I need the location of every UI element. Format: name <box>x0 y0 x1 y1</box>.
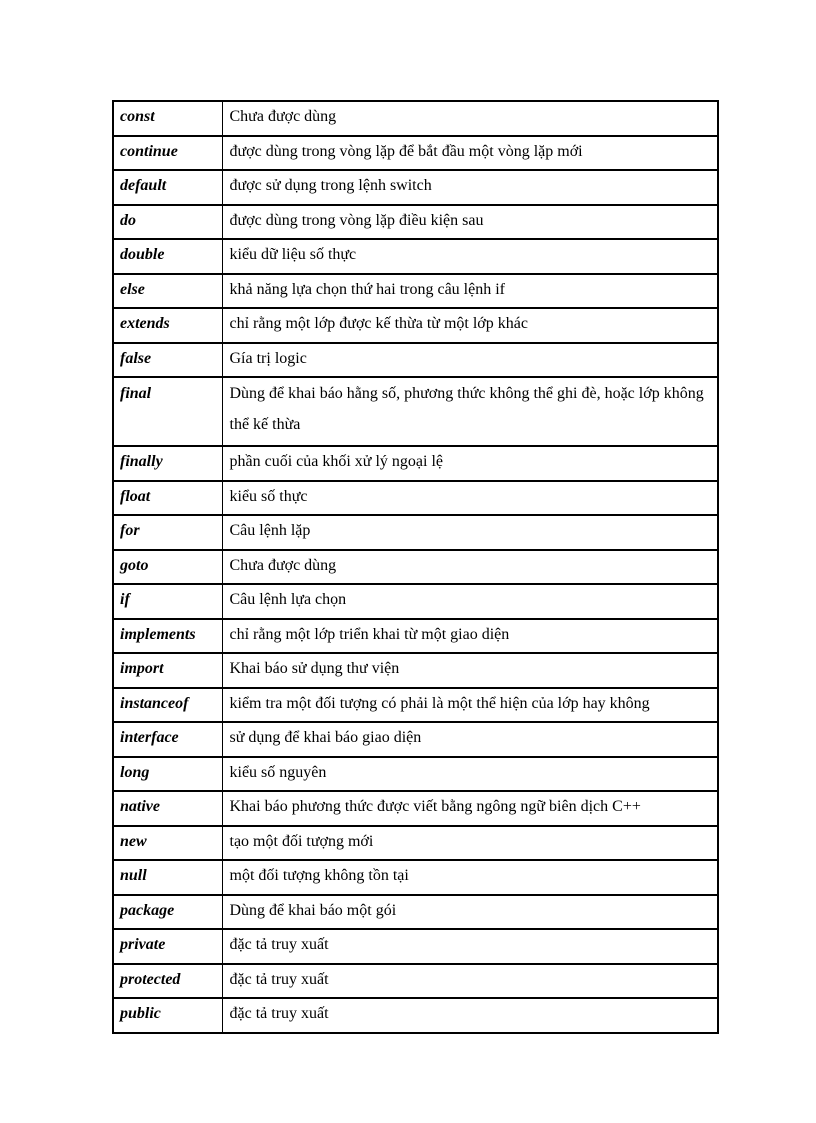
keyword-cell: package <box>113 895 222 930</box>
keyword-table-body <box>113 101 718 1033</box>
table-row <box>113 205 718 240</box>
table-row <box>113 239 718 274</box>
keyword-cell: extends <box>113 308 222 343</box>
table-row <box>113 929 718 964</box>
table-row <box>113 791 718 826</box>
keyword-cell: false <box>113 343 222 378</box>
table-row <box>113 584 718 619</box>
keyword-cell: for <box>113 515 222 550</box>
table-row <box>113 757 718 792</box>
description-cell: đặc tả truy xuất <box>222 998 718 1033</box>
table-row <box>113 446 718 481</box>
keyword-cell: long <box>113 757 222 792</box>
keyword-cell: public <box>113 998 222 1033</box>
table-row <box>113 343 718 378</box>
keyword-cell: else <box>113 274 222 309</box>
description-cell: Khai báo phương thức được viết bằng ngông ngữ biên dịch C++ <box>222 791 718 826</box>
description-cell: đặc tả truy xuất <box>222 964 718 999</box>
table-row <box>113 101 718 136</box>
keyword-table <box>112 100 719 1034</box>
keyword-cell: interface <box>113 722 222 757</box>
description-cell: Gía trị logic <box>222 343 718 378</box>
description-cell: Khai báo sử dụng thư viện <box>222 653 718 688</box>
keyword-cell: const <box>113 101 222 136</box>
description-cell: được sử dụng trong lệnh switch <box>222 170 718 205</box>
description-cell: Dùng để khai báo một gói <box>222 895 718 930</box>
table-row <box>113 619 718 654</box>
keyword-cell: final <box>113 377 222 446</box>
description-cell: Chưa được dùng <box>222 550 718 585</box>
table-row <box>113 964 718 999</box>
description-cell: Câu lệnh lặp <box>222 515 718 550</box>
description-cell: được dùng trong vòng lặp điều kiện sau <box>222 205 718 240</box>
table-row <box>113 274 718 309</box>
keyword-cell: instanceof <box>113 688 222 723</box>
keyword-cell: null <box>113 860 222 895</box>
keyword-cell: finally <box>113 446 222 481</box>
table-row <box>113 308 718 343</box>
table-row <box>113 550 718 585</box>
table-row <box>113 998 718 1033</box>
table-row <box>113 653 718 688</box>
description-cell: sử dụng để khai báo giao diện <box>222 722 718 757</box>
keyword-cell: default <box>113 170 222 205</box>
description-cell: Chưa được dùng <box>222 101 718 136</box>
description-cell: tạo một đối tượng mới <box>222 826 718 861</box>
description-cell: Dùng để khai báo hằng số, phương thức không thể ghi đè, hoặc lớp không thể kế thừa <box>222 377 718 446</box>
description-cell: kiểu dữ liệu số thực <box>222 239 718 274</box>
table-row <box>113 136 718 171</box>
table-row <box>113 377 718 446</box>
description-cell: khả năng lựa chọn thứ hai trong câu lệnh if <box>222 274 718 309</box>
keyword-cell: if <box>113 584 222 619</box>
keyword-cell: private <box>113 929 222 964</box>
description-cell: chỉ rằng một lớp triển khai từ một giao diện <box>222 619 718 654</box>
keyword-cell: implements <box>113 619 222 654</box>
keyword-cell: new <box>113 826 222 861</box>
table-row <box>113 722 718 757</box>
table-row <box>113 688 718 723</box>
keyword-cell: continue <box>113 136 222 171</box>
description-cell: Câu lệnh lựa chọn <box>222 584 718 619</box>
description-cell: được dùng trong vòng lặp để bắt đầu một vòng lặp mới <box>222 136 718 171</box>
keyword-cell: protected <box>113 964 222 999</box>
description-cell: kiểu số thực <box>222 481 718 516</box>
description-cell: kiểu số nguyên <box>222 757 718 792</box>
table-row <box>113 170 718 205</box>
keyword-cell: native <box>113 791 222 826</box>
description-cell: kiểm tra một đối tượng có phải là một thể hiện của lớp hay không <box>222 688 718 723</box>
keyword-cell: float <box>113 481 222 516</box>
table-row <box>113 515 718 550</box>
description-cell: phần cuối của khối xử lý ngoại lệ <box>222 446 718 481</box>
description-cell: chỉ rằng một lớp được kế thừa từ một lớp khác <box>222 308 718 343</box>
table-row <box>113 481 718 516</box>
keyword-cell: import <box>113 653 222 688</box>
table-row <box>113 826 718 861</box>
table-row <box>113 860 718 895</box>
description-cell: đặc tả truy xuất <box>222 929 718 964</box>
description-cell: một đối tượng không tồn tại <box>222 860 718 895</box>
keyword-cell: goto <box>113 550 222 585</box>
keyword-cell: do <box>113 205 222 240</box>
keyword-cell: double <box>113 239 222 274</box>
table-row <box>113 895 718 930</box>
